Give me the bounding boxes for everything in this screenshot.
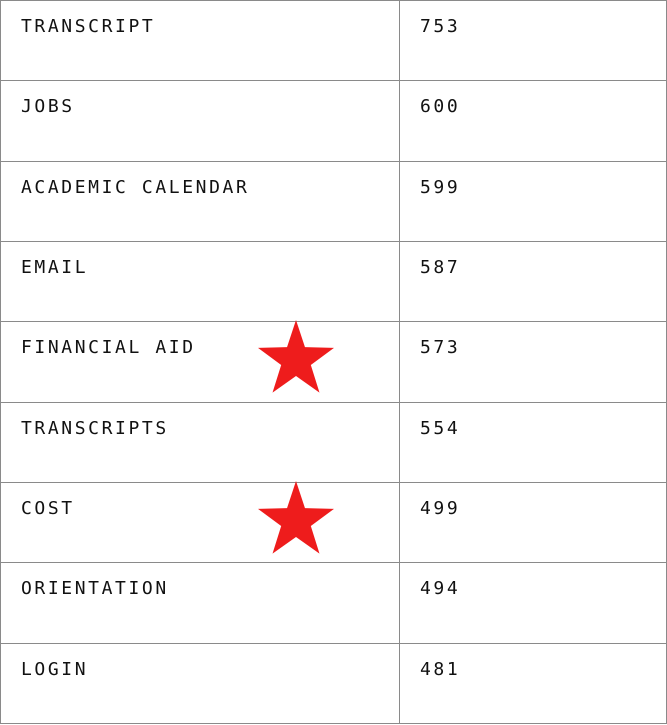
term-cell (1, 643, 400, 723)
term-cell (1, 161, 400, 241)
term-cell (1, 482, 400, 562)
table-row (1, 563, 667, 643)
term-cell (1, 563, 400, 643)
star-shape (258, 481, 334, 554)
count-cell (400, 81, 667, 161)
table-row (1, 161, 667, 241)
count-value: 753 (420, 16, 461, 37)
term-label: ORIENTATION (21, 578, 169, 600)
count-value: 587 (420, 256, 461, 278)
count-cell (400, 563, 667, 643)
count-cell (400, 322, 667, 402)
term-cell (1, 402, 400, 482)
term-label: TRANSCRIPTS (21, 417, 169, 439)
star-icon (258, 320, 334, 393)
term-label: EMAIL (21, 256, 89, 278)
count-cell (400, 161, 667, 241)
term-cell (1, 322, 400, 402)
count-value: 481 (420, 658, 461, 680)
count-cell (400, 402, 667, 482)
count-cell (400, 643, 667, 723)
count-value: 573 (420, 337, 461, 359)
term-label: FINANCIAL AID (21, 337, 196, 359)
count-value: 499 (420, 497, 461, 519)
count-cell (400, 482, 667, 562)
count-value: 554 (420, 417, 461, 439)
term-label: LOGIN (21, 658, 89, 680)
table-row (1, 241, 667, 321)
star-shape (258, 320, 334, 393)
star-icon (258, 481, 334, 554)
term-cell (1, 241, 400, 321)
count-cell (400, 241, 667, 321)
count-cell (400, 1, 667, 81)
term-label: COST (21, 497, 75, 519)
term-cell (1, 81, 400, 161)
table-row (1, 322, 667, 402)
term-label: JOBS (21, 96, 75, 118)
table-row (1, 81, 667, 161)
table-row (1, 402, 667, 482)
table-row (1, 1, 667, 81)
term-cell (1, 1, 400, 81)
count-value: 599 (420, 176, 461, 198)
table-row (1, 482, 667, 562)
term-label: TRANSCRIPT (21, 16, 156, 37)
count-value: 600 (420, 96, 461, 118)
table-row (1, 643, 667, 723)
term-label: ACADEMIC CALENDAR (21, 176, 250, 198)
count-value: 494 (420, 578, 461, 600)
